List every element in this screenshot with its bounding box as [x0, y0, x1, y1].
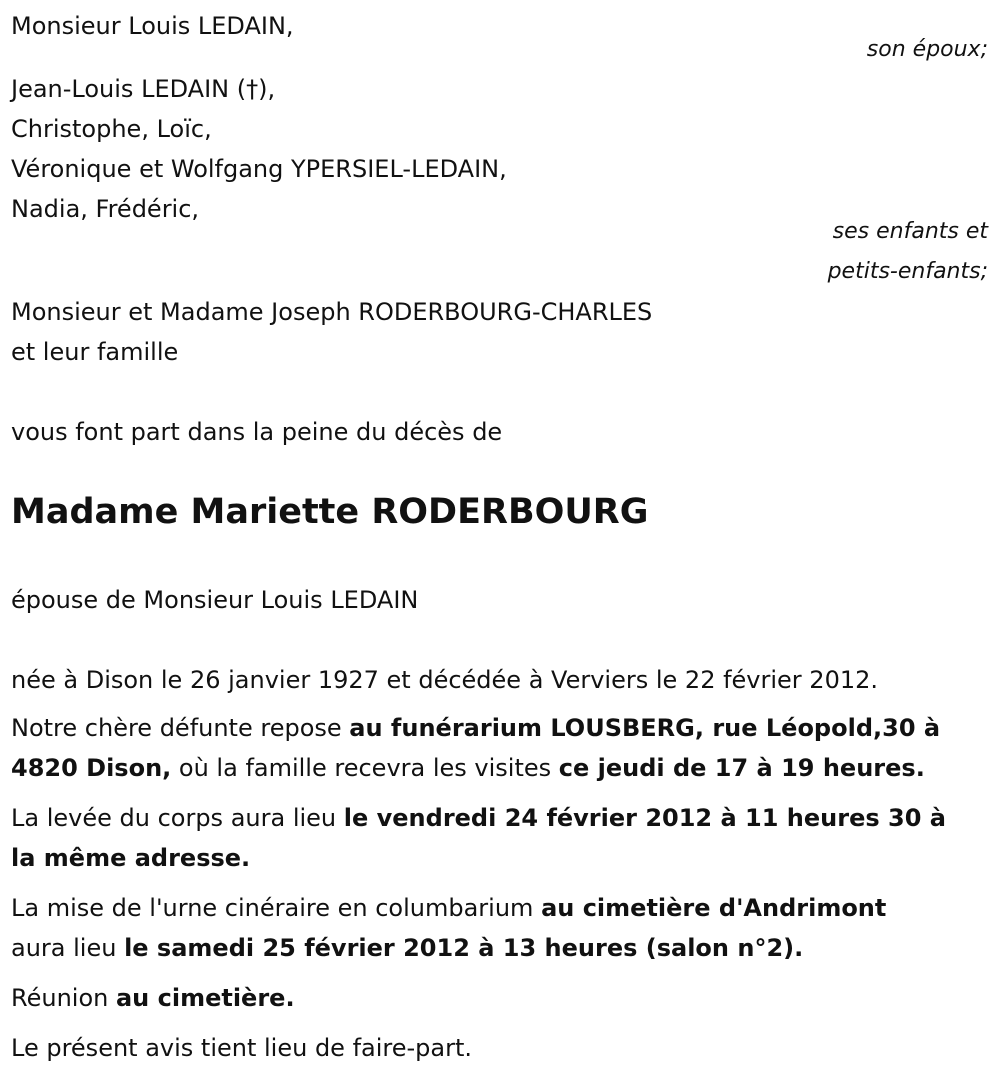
- child-line: Véronique et Wolfgang YPERSIEL-LEDAIN,: [11, 155, 507, 183]
- urne-line-2: [11, 928, 803, 968]
- husband-role: son époux;: [866, 37, 988, 62]
- repose-line-2: [11, 748, 925, 788]
- closing-text: Le présent avis tient lieu de faire-part.: [11, 1034, 473, 1062]
- repose-text: Notre chère défunte repose: [11, 714, 350, 742]
- urne-when-text: aura lieu: [11, 934, 125, 962]
- funeral-home-address: au funérarium LOUSBERG, rue Léopold,30 à: [349, 714, 941, 742]
- intro-text: vous font part dans la peine du décès de: [11, 418, 503, 446]
- levee-line-2: [11, 838, 250, 878]
- visits-time: ce jeudi de 17 à 19 heures.: [558, 754, 925, 782]
- siblings-line-2: et leur famille: [11, 338, 179, 366]
- urne-text: La mise de l'urne cinéraire en columbarium: [11, 894, 542, 922]
- visits-text: où la famille recevra les visites: [171, 754, 559, 782]
- urne-time: le samedi 25 février 2012 à 13 heures (salon n°2).: [124, 934, 804, 962]
- urne-line-1: [11, 888, 886, 928]
- child-line: Jean-Louis LEDAIN (†),: [11, 75, 276, 103]
- levee-text: La levée du corps aura lieu: [11, 804, 344, 832]
- levee-location: la même adresse.: [11, 844, 251, 872]
- levee-time: le vendredi 24 février 2012 à 11 heures 30 à: [343, 804, 946, 832]
- reunion-location: au cimetière.: [115, 984, 295, 1012]
- child-line: Nadia, Frédéric,: [11, 195, 200, 223]
- siblings-line-1: Monsieur et Madame Joseph RODERBOURG-CHARLES: [11, 298, 653, 326]
- spouse-of-text: épouse de Monsieur Louis LEDAIN: [11, 586, 419, 614]
- birth-death-text: née à Dison le 26 janvier 1927 et décédée à Verviers le 22 février 2012.: [11, 666, 879, 694]
- reunion-text: Réunion: [11, 984, 116, 1012]
- reunion-line: [11, 978, 295, 1018]
- husband-name: Monsieur Louis LEDAIN,: [11, 12, 294, 40]
- cemetery-name: au cimetière d'Andrimont: [541, 894, 887, 922]
- children-role-line-1: ses enfants et: [832, 219, 988, 244]
- levee-line-1: [11, 798, 946, 838]
- child-line: Christophe, Loïc,: [11, 115, 212, 143]
- children-role-line-2: petits-enfants;: [827, 259, 988, 284]
- deceased-name: Madame Mariette RODERBOURG: [11, 492, 649, 532]
- repose-line-1: [11, 708, 940, 748]
- funeral-home-city: 4820 Dison,: [11, 754, 172, 782]
